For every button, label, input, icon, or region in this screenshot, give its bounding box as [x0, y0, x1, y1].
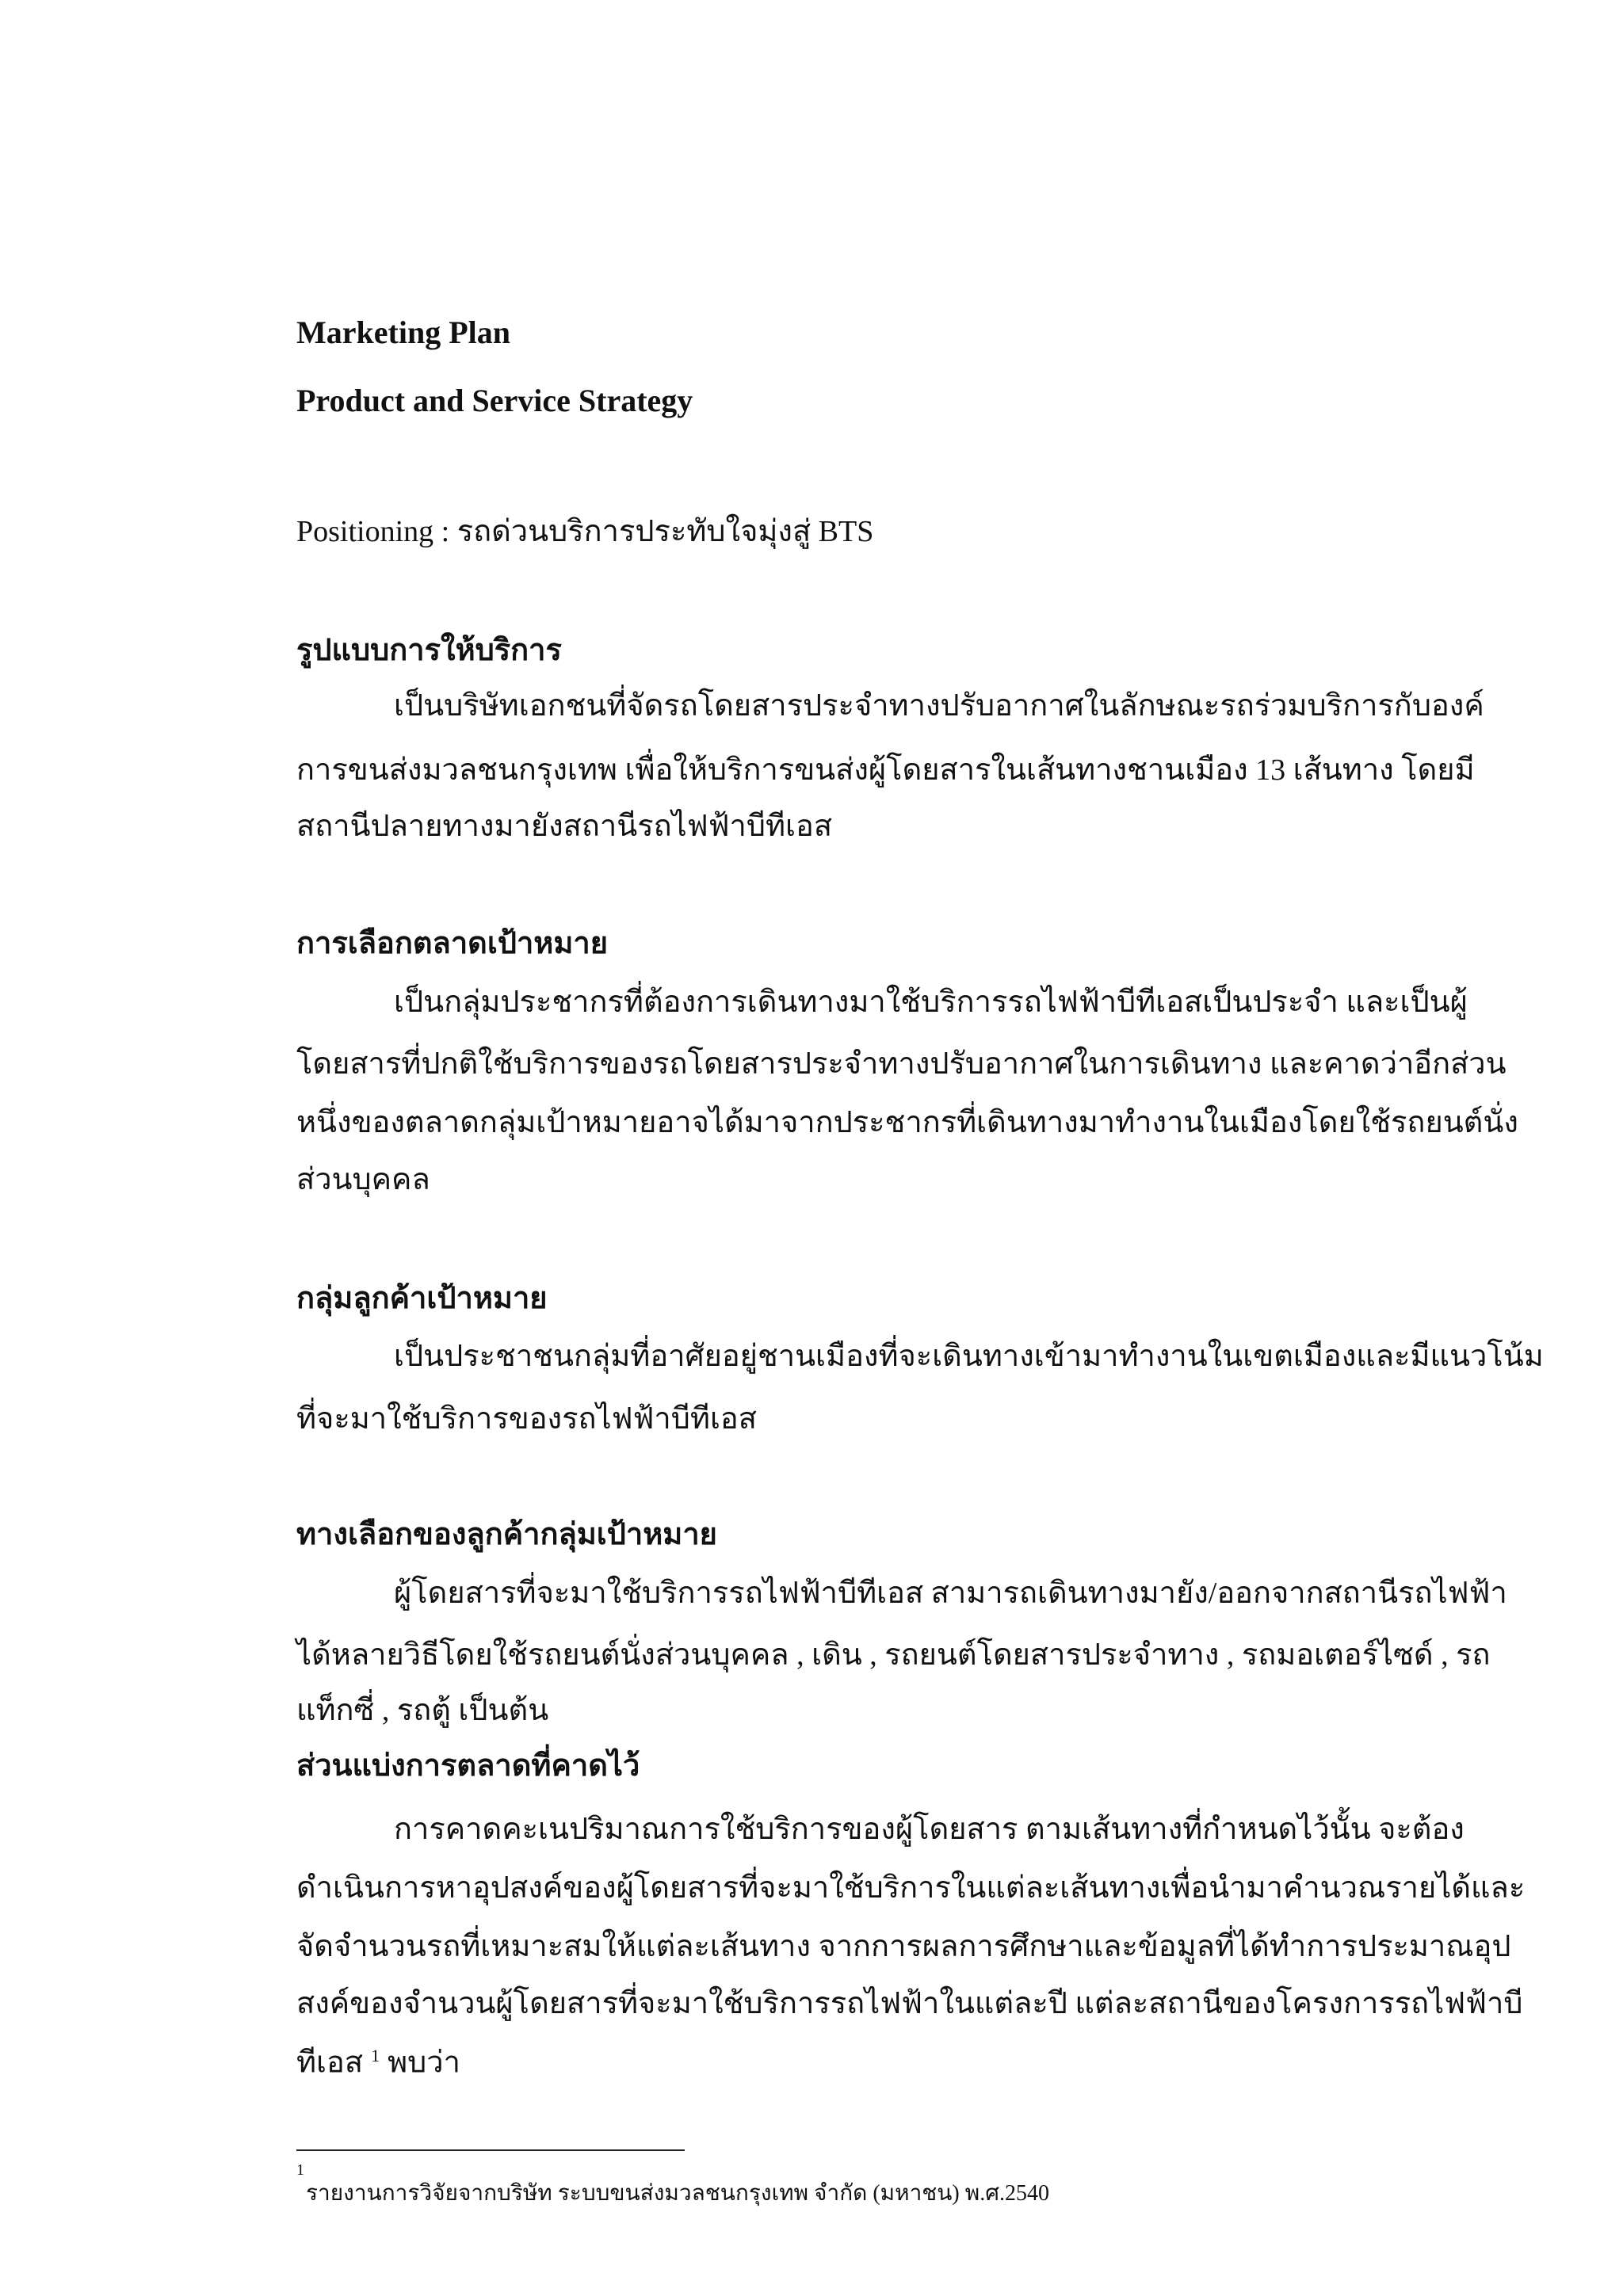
footnote-divider	[296, 2149, 685, 2151]
paragraph-line: เป็นบริษัทเอกชนที่จัดรถโดยสารประจำทางปรับอากาศในลักษณะรถร่วมบริการกับองค์	[394, 689, 1484, 723]
paragraph-line: การคาดคะเนปริมาณการใช้บริการของผู้โดยสาร ตามเส้นทางที่กำหนดไว้นั้น จะต้อง	[394, 1813, 1465, 1846]
heading-product-service-strategy: Product and Service Strategy	[296, 383, 693, 418]
paragraph-text: ทีเอส	[296, 2046, 364, 2080]
paragraph-line: ส่วนบุคคล	[296, 1163, 430, 1196]
footnote-text: รายงานการวิจัยจากบริษัท ระบบขนส่งมวลชนกรุงเทพ จำกัด (มหาชน) พ.ศ.2540	[306, 2181, 1049, 2206]
paragraph-line: ดำเนินการหาอุปสงค์ของผู้โดยสารที่จะมาใช้บริการในแต่ละเส้นทางเพื่อนำมาคำนวณรายได้และ	[296, 1871, 1526, 1905]
positioning-statement: Positioning : รถด่วนบริการประทับใจมุ่งสู่ BTS	[296, 515, 874, 548]
paragraph-line: โดยสารที่ปกติใช้บริการของรถโดยสารประจำทางปรับอากาศในการเดินทาง และคาดว่าอีกส่วน	[296, 1047, 1507, 1081]
section-title-service-format: รูปแบบการให้บริการ	[296, 634, 562, 667]
paragraph-line: สถานีปลายทางมายังสถานีรถไฟฟ้าบีทีเอส	[296, 810, 833, 843]
paragraph-line: ที่จะมาใช้บริการของรถไฟฟ้าบีทีเอส	[296, 1402, 757, 1436]
paragraph-line: จัดจำนวนรถที่เหมาะสมให้แต่ละเส้นทาง จากการผลการศึกษาและข้อมูลที่ได้ทำการประมาณอุป	[296, 1930, 1511, 1963]
paragraph-line: แท็กซี่ , รถตู้ เป็นต้น	[296, 1694, 549, 1727]
paragraph-line: หนึ่งของตลาดกลุ่มเป้าหมายอาจได้มาจากประชากรที่เดินทางมาทำงานในเมืองโดยใช้รถยนต์นั่ง	[296, 1106, 1518, 1139]
heading-marketing-plan: Marketing Plan	[296, 315, 510, 350]
section-title-expected-market-share: ส่วนแบ่งการตลาดที่คาดไว้	[296, 1749, 640, 1783]
paragraph-line: การขนส่งมวลชนกรุงเทพ เพื่อให้บริการขนส่งผู้โดยสารในเส้นทางชานเมือง 13 เส้นทาง โดยมี	[296, 753, 1475, 787]
paragraph-line-with-footnote	[296, 2047, 460, 2078]
paragraph-line: เป็นประชาชนกลุ่มที่อาศัยอยู่ชานเมืองที่จะเดินทางเข้ามาทำงานในเขตเมืองและมีแนวโน้ม	[394, 1340, 1544, 1373]
paragraph-line: สงค์ของจำนวนผู้โดยสารที่จะมาใช้บริการรถไฟฟ้าในแต่ละปี แต่ละสถานีของโครงการรถไฟฟ้าบี	[296, 1987, 1523, 2020]
section-title-customer-alternatives: ทางเลือกของลูกค้ากลุ่มเป้าหมาย	[296, 1518, 717, 1551]
paragraph-line: เป็นกลุ่มประชากรที่ต้องการเดินทางมาใช้บริการรถไฟฟ้าบีทีเอสเป็นประจำ และเป็นผู้	[394, 986, 1468, 1019]
paragraph-line: ผู้โดยสารที่จะมาใช้บริการรถไฟฟ้าบีทีเอส สามารถเดินทางมายัง/ออกจากสถานีรถไฟฟ้า	[394, 1577, 1507, 1610]
section-title-target-customers: กลุ่มลูกค้าเป้าหมาย	[296, 1282, 548, 1315]
paragraph-line: ได้หลายวิธีโดยใช้รถยนต์นั่งส่วนบุคคล , เดิน , รถยนต์โดยสารประจำทาง , รถมอเตอร์ไซด์ , รถ	[296, 1638, 1491, 1672]
paragraph-text: พบว่า	[388, 2046, 460, 2080]
footnote-reference[interactable]: 1	[371, 2046, 380, 2065]
footnote-number: 1	[296, 2161, 304, 2179]
section-title-target-market-selection: การเลือกตลาดเป้าหมาย	[296, 927, 608, 960]
